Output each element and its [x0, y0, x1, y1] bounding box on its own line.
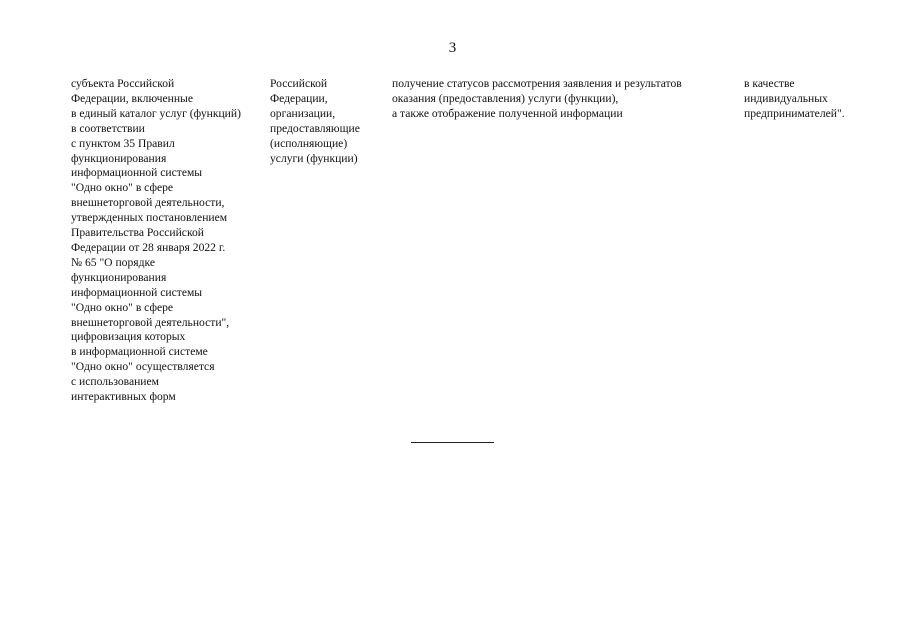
text-line: информационной системы	[71, 166, 203, 180]
text-line: внешнеторговой деятельности,	[71, 196, 225, 210]
text-line: оказания (предоставления) услуги (функции),	[392, 91, 619, 105]
text-line: утвержденных постановлением	[71, 211, 228, 225]
text-line: "Одно окно" осуществляется	[71, 360, 215, 374]
text-line: функционирования	[71, 270, 167, 284]
table-cell-providers	[270, 77, 360, 166]
text-line: в информационной системе	[71, 345, 208, 359]
text-line: Федерации, включенные	[71, 91, 193, 105]
text-line: Российской	[270, 77, 328, 90]
text-line: Правительства Российской	[71, 226, 204, 240]
page-number: 3	[448, 40, 457, 56]
text-line: № 65 "О порядке	[71, 255, 155, 269]
table-cell-users	[744, 77, 845, 122]
text-line: предоставляющие	[270, 121, 360, 135]
text-line: получение статусов рассмотрения заявления и результатов	[392, 77, 682, 90]
table-cell-services-description	[71, 77, 241, 405]
text-line: "Одно окно" в сфере	[71, 300, 174, 314]
text-line: цифровизация которых	[71, 330, 186, 344]
table-cell-functions	[392, 77, 682, 122]
text-line: а также отображение полученной информации	[392, 106, 623, 120]
text-line: субъекта Российской	[71, 77, 175, 90]
text-line: в соответствии	[71, 121, 145, 135]
text-line: организации,	[270, 106, 336, 120]
text-line: "Одно окно" в сфере	[71, 181, 174, 195]
end-of-document-rule	[411, 442, 494, 443]
text-line: (исполняющие)	[270, 136, 348, 150]
text-line: внешнеторговой деятельности",	[71, 315, 230, 329]
text-line: Федерации от 28 января 2022 г.	[71, 240, 226, 254]
text-line: в качестве	[744, 77, 795, 90]
text-line: в единый каталог услуг (функций)	[71, 106, 241, 120]
text-line: индивидуальных	[744, 91, 828, 105]
text-line: информационной системы	[71, 285, 203, 299]
text-line: с пунктом 35 Правил	[71, 136, 175, 150]
text-line: Федерации,	[270, 91, 328, 105]
text-line: предпринимателей".	[744, 106, 845, 120]
text-line: функционирования	[71, 151, 167, 165]
text-line: интерактивных форм	[71, 390, 176, 404]
text-line: с использованием	[71, 375, 159, 389]
text-line: услуги (функции)	[270, 151, 358, 165]
